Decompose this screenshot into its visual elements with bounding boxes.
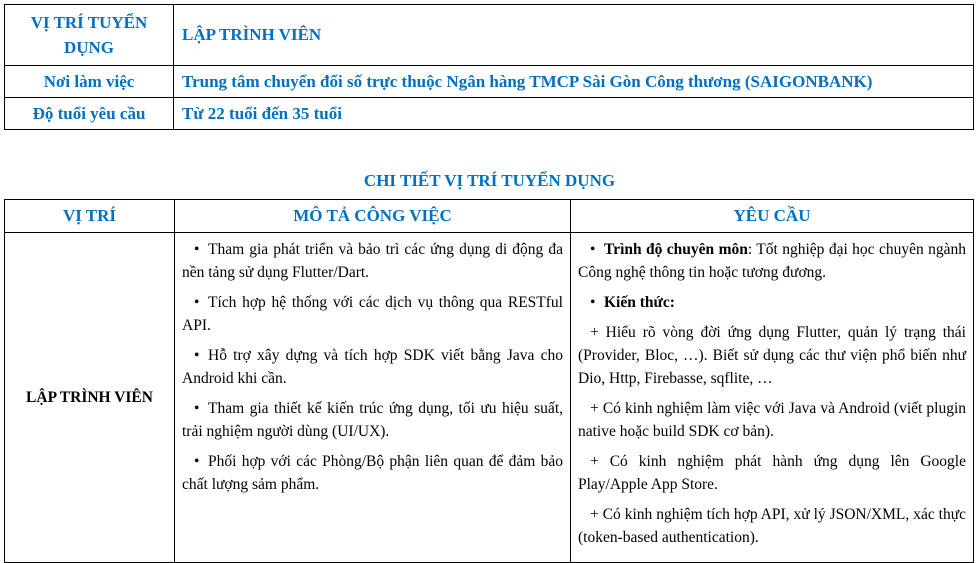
section-title: CHI TIẾT VỊ TRÍ TUYỂN DỤNG [363, 171, 616, 190]
header-position: VỊ TRÍ [5, 200, 175, 233]
requirements-cell [571, 233, 974, 563]
knowledge-item: + Có kinh nghiệm phát hành ứng dụng lên Google Play/Apple App Store. [578, 453, 966, 493]
bullet-icon: • [194, 453, 200, 470]
bullet-icon: • [194, 347, 200, 364]
description-item: • Tham gia thiết kế kiến trúc ứng dụng, tối ưu hiệu suất, trải nghiệm người dùng (UI/UX). [182, 397, 563, 443]
age-value: Từ 22 tuổi đến 35 tuổi [174, 98, 974, 130]
bullet-icon: • [194, 294, 200, 311]
workplace-label: Nơi làm việc [5, 66, 174, 98]
job-detail-table [4, 199, 974, 563]
position-label: VỊ TRÍ TUYỂN DỤNG [5, 5, 174, 66]
description-item: • Tích hợp hệ thống với các dịch vụ thông qua RESTful API. [182, 291, 563, 337]
bullet-icon: • [194, 241, 200, 258]
header-requirements: YÊU CẦU [571, 200, 974, 233]
description-item: • Hỗ trợ xây dựng và tích hợp SDK viết bằng Java cho Android khi cần. [182, 344, 563, 390]
knowledge-item: + Hiểu rõ vòng đời ứng dụng Flutter, quản lý trạng thái (Provider, Bloc, …). Biết sử dụng các thư viện phổ biến như Dio, Http, Firebasse, sqflite, … [578, 324, 966, 387]
description-item: • Phối hợp với các Phòng/Bộ phận liên quan để đảm bảo chất lượng sảm phẩm. [182, 450, 563, 496]
job-info-table [4, 4, 974, 130]
detail-position: LẬP TRÌNH VIÊN [5, 233, 175, 563]
description-item: • Tham gia phát triển và bảo trì các ứng dụng di động đa nền tảng sử dụng Flutter/Dart. [182, 238, 563, 284]
workplace-value: Trung tâm chuyển đổi số trực thuộc Ngân hàng TMCP Sài Gòn Công thương (SAIGONBANK) [174, 66, 974, 98]
bullet-icon: • [590, 241, 596, 258]
description-cell [175, 233, 571, 563]
age-label: Độ tuổi yêu cầu [5, 98, 174, 130]
header-description: MÔ TẢ CÔNG VIỆC [175, 200, 571, 233]
position-value: LẬP TRÌNH VIÊN [174, 5, 974, 66]
education-requirement: • Trình độ chuyên môn: Tốt nghiệp đại học chuyên ngành Công nghệ thông tin hoặc tương đương. [578, 238, 966, 284]
knowledge-item: + Có kinh nghiệm làm việc với Java và Android (viết plugin native hoặc build SDK cơ bản). [578, 400, 966, 440]
knowledge-item: + Có kinh nghiệm tích hợp API, xử lý JSON/XML, xác thực (token-based authentication). [578, 506, 966, 546]
bullet-icon: • [590, 294, 596, 311]
bullet-icon: • [194, 400, 200, 417]
knowledge-heading: • Kiến thức: [578, 291, 966, 314]
